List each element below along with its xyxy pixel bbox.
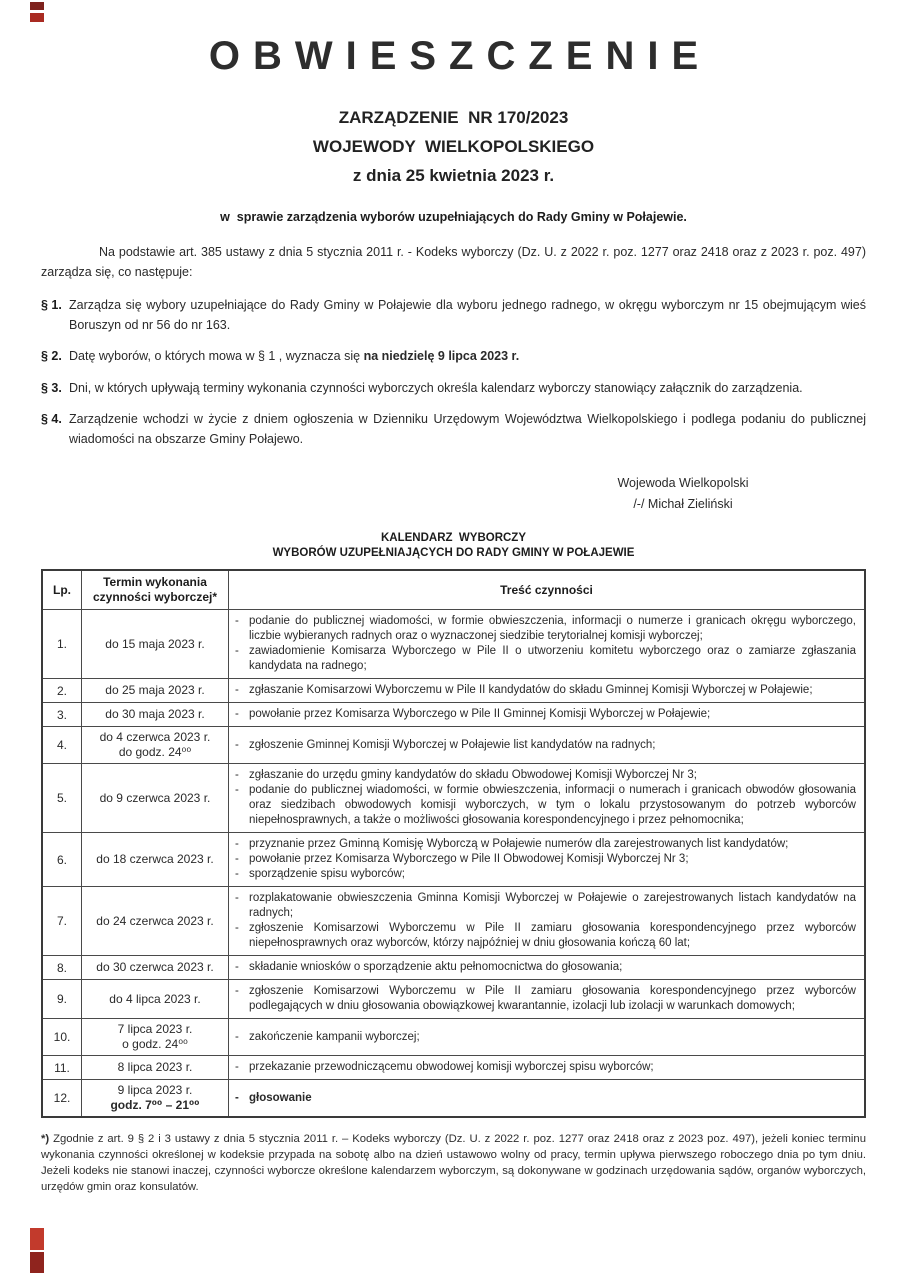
signature-block bbox=[568, 473, 798, 515]
paragraph-text bbox=[69, 379, 866, 399]
deadline-line: do 30 czerwca 2023 r. bbox=[96, 960, 214, 974]
paragraph-text bbox=[69, 347, 866, 367]
cell-deadline bbox=[82, 980, 229, 1019]
activity-text: przekazanie przewodniczącemu obwodowej komisji wyborczej spisu wyborców; bbox=[249, 1061, 654, 1073]
item-dash: - bbox=[235, 645, 239, 657]
calendar-row-9 bbox=[42, 980, 865, 1019]
cell-lp: 1. bbox=[42, 610, 82, 679]
calendar-heading bbox=[41, 531, 866, 561]
footnote bbox=[41, 1131, 866, 1195]
activity-text: zgłoszenie Komisarzowi Wyborczemu w Pile II zamiaru głosowania korespondencyjnego przez wyborców niepełnosprawnych oraz wyborców, którzy najpóźniej w dniu głosowania kończą 60 lat; bbox=[249, 922, 856, 949]
deadline-line: do 4 czerwca 2023 r. bbox=[99, 730, 211, 744]
activity-item bbox=[235, 644, 856, 674]
activity-text: sporządzenie spisu wyborców; bbox=[249, 868, 405, 880]
text-segment: Zarządza się wybory uzupełniające do Rady Gminy w Połajewie dla wyboru jednego radnego, w okręgu wyborczym nr 15 obejmującym wieś Boruszyn od nr 56 do nr 163. bbox=[69, 298, 866, 332]
cell-lp: 10. bbox=[42, 1019, 82, 1056]
activity-item bbox=[235, 837, 856, 852]
document-title: OBWIESZCZENIE bbox=[208, 34, 712, 78]
signature-name: /-/ Michał Zieliński bbox=[633, 497, 733, 511]
text-segment: *) bbox=[41, 1133, 50, 1145]
deadline-line: do 18 czerwca 2023 r. bbox=[96, 852, 214, 866]
ordinance-heading-line-3: z dnia 25 kwietnia 2023 r. bbox=[352, 166, 555, 185]
activity-text: podanie do publicznej wiadomości, w formie obwieszczenia, informacji o numerze i granicach okręgu wyborczego, liczbie wybieranych radnych oraz o wyznaczonej siedzibie terytorialnej komisji wyborczej; bbox=[249, 615, 856, 642]
calendar-row-8 bbox=[42, 956, 865, 980]
cell-deadline bbox=[82, 679, 229, 703]
calendar-row-2 bbox=[42, 679, 865, 703]
subject-line: w sprawie zarządzenia wyborów uzupełniających do Rady Gminy w Połajewie. bbox=[220, 210, 687, 224]
cell-deadline bbox=[82, 956, 229, 980]
deadline-line: 9 lipca 2023 r. bbox=[117, 1083, 193, 1097]
calendar-row-4 bbox=[42, 727, 865, 764]
paragraph-text bbox=[69, 410, 866, 449]
calendar-row-11 bbox=[42, 1056, 865, 1080]
cell-lp: 2. bbox=[42, 679, 82, 703]
calendar-row-12 bbox=[42, 1080, 865, 1118]
cell-lp: 12. bbox=[42, 1080, 82, 1118]
col-header-tresc: Treść czynności bbox=[229, 570, 866, 610]
item-dash: - bbox=[235, 738, 239, 751]
paragraph-3 bbox=[41, 379, 866, 399]
cell-deadline bbox=[82, 727, 229, 764]
activity-text: zgłoszenie Komisarzowi Wyborczemu w Pile II zamiaru głosowania korespondencyjnego przez wyborców podlegających w dniu głosowania obowiązkowej kwarantannie, izolacji lub izolacji w warunkach domowych; bbox=[249, 985, 856, 1012]
activity-text: zakończenie kampanii wyborczej; bbox=[249, 1030, 420, 1043]
cell-activities bbox=[229, 1056, 866, 1080]
cell-deadline bbox=[82, 610, 229, 679]
paragraph-marker: § 4. bbox=[41, 412, 62, 426]
cell-activities bbox=[229, 703, 866, 727]
deadline-line: do godz. 24⁰⁰ bbox=[118, 745, 192, 759]
cell-activities bbox=[229, 764, 866, 833]
cell-activities bbox=[229, 833, 866, 887]
cell-lp: 9. bbox=[42, 980, 82, 1019]
text-segment: Zgodnie z art. 9 § 2 i 3 ustawy z dnia 5 stycznia 2011 r. – Kodeks wyborczy (Dz. U. z 2022 r. poz. 1277 oraz 2418 oraz z 2023 poz. 497), jeżeli koniec terminu wykonania czynności określonej w kodeksie przypada na sobotę albo na dzień ustawowo wolny od pracy, termin upływa pierwszego roboczego dnia po tym dniu. Jeżeli kodeks nie stanowi inaczej, czynności wyborcze określone kalendarzem wyborczym, są dokonywane w godzinach urzędowania sądów, organów wyborczych, urzędów gmin oraz konsulatów. bbox=[41, 1133, 866, 1193]
activity-item bbox=[235, 1091, 856, 1106]
item-dash: - bbox=[235, 708, 239, 720]
scan-artifact-4 bbox=[30, 1252, 44, 1273]
cell-lp: 7. bbox=[42, 887, 82, 956]
cell-lp: 8. bbox=[42, 956, 82, 980]
paragraph-2 bbox=[41, 347, 866, 367]
activity-text: powołanie przez Komisarza Wyborczego w Pile II Obwodowej Komisji Wyborczej Nr 3; bbox=[249, 853, 689, 865]
deadline-line: 7 lipca 2023 r. bbox=[117, 1022, 193, 1036]
paragraph-marker: § 3. bbox=[41, 380, 62, 395]
cell-lp: 5. bbox=[42, 764, 82, 833]
deadline-line: do 15 maja 2023 r. bbox=[105, 636, 205, 651]
activity-item bbox=[235, 614, 856, 644]
activity-text: zgłaszanie Komisarzowi Wyborczemu w Pile II kandydatów do składu Gminnej Komisji Wyborczej w Połajewie; bbox=[249, 684, 813, 696]
ordinance-heading-line-2: WOJEWODY WIELKOPOLSKIEGO bbox=[312, 137, 595, 156]
activity-text: przyznanie przez Gminną Komisję Wyborczą w Połajewie numerów dla zarejestrowanych list kandydatów; bbox=[249, 838, 789, 850]
item-dash: - bbox=[235, 1030, 239, 1043]
item-dash: - bbox=[235, 853, 239, 865]
deadline-line: 8 lipca 2023 r. bbox=[117, 1060, 193, 1074]
cell-activities bbox=[229, 727, 866, 764]
activity-item bbox=[235, 738, 856, 753]
scan-artifact-2 bbox=[30, 13, 44, 22]
election-calendar-body bbox=[42, 570, 865, 1117]
item-dash: - bbox=[235, 615, 239, 627]
deadline-line: o godz. 24⁰⁰ bbox=[122, 1037, 188, 1051]
ordinance-heading-line-1: ZARZĄDZENIE NR 170/2023 bbox=[338, 108, 569, 127]
paragraph-4 bbox=[41, 410, 866, 449]
cell-deadline bbox=[82, 1056, 229, 1080]
item-dash: - bbox=[235, 769, 239, 781]
cell-lp: 11. bbox=[42, 1056, 82, 1080]
text-segment: Zarządzenie wchodzi w życie z dniem ogłoszenia w Dzienniku Urzędowym Województwa Wielkopolskiego i podlega podaniu do publicznej wiadomości na obszarze Gminy Połajewo. bbox=[69, 412, 866, 446]
activity-text: powołanie przez Komisarza Wyborczego w Pile II Gminnej Komisji Wyborczej w Połajewie; bbox=[249, 708, 711, 720]
text-segment: na niedzielę 9 lipca 2023 r. bbox=[363, 349, 520, 363]
cell-deadline bbox=[82, 1080, 229, 1118]
scan-artifact-3 bbox=[30, 1228, 44, 1250]
cell-activities bbox=[229, 956, 866, 980]
cell-lp: 4. bbox=[42, 727, 82, 764]
activity-text: zgłaszanie do urzędu gminy kandydatów do składu Obwodowej Komisji Wyborczej Nr 3; bbox=[249, 769, 697, 781]
scan-artifact-1 bbox=[30, 2, 44, 10]
activity-item bbox=[235, 1060, 856, 1075]
calendar-row-3 bbox=[42, 703, 865, 727]
deadline-line: do 9 czerwca 2023 r. bbox=[99, 790, 211, 805]
cell-activities bbox=[229, 679, 866, 703]
calendar-heading-line1: KALENDARZ WYBORCZY bbox=[380, 532, 527, 544]
paragraph-marker: § 1. bbox=[41, 298, 62, 312]
col-header-termin: Termin wykonania czynności wyborczej* bbox=[82, 570, 229, 610]
text-segment: Dni, w których upływają terminy wykonania czynności wyborczych określa kalendarz wyborczy stanowiący załącznik do zarządzenia. bbox=[69, 380, 803, 395]
activity-item bbox=[235, 960, 856, 975]
item-dash: - bbox=[235, 985, 239, 997]
paragraph-marker: § 2. bbox=[41, 349, 62, 363]
cell-lp: 6. bbox=[42, 833, 82, 887]
activity-item bbox=[235, 852, 856, 867]
calendar-row-1 bbox=[42, 610, 865, 679]
item-dash: - bbox=[235, 1091, 239, 1104]
cell-deadline bbox=[82, 764, 229, 833]
cell-activities bbox=[229, 1019, 866, 1056]
calendar-row-5 bbox=[42, 764, 865, 833]
ordinance-paragraphs bbox=[41, 296, 866, 449]
item-dash: - bbox=[235, 684, 239, 696]
item-dash: - bbox=[235, 922, 239, 934]
deadline-line: godz. 7⁰⁰ – 21⁰⁰ bbox=[110, 1098, 200, 1112]
activity-item bbox=[235, 707, 856, 722]
deadline-line: do 30 maja 2023 r. bbox=[105, 707, 205, 721]
cell-deadline bbox=[82, 833, 229, 887]
activity-item bbox=[235, 984, 856, 1014]
cell-activities bbox=[229, 980, 866, 1019]
ordinance-heading bbox=[41, 103, 866, 190]
item-dash: - bbox=[235, 892, 239, 904]
cell-activities bbox=[229, 610, 866, 679]
activity-item bbox=[235, 783, 856, 828]
text-segment: Datę wyborów, o których mowa w § 1 , wyznacza się bbox=[69, 349, 364, 363]
activity-text: podanie do publicznej wiadomości, w formie obwieszczenia, informacji o numerach i granicach obwodów głosowania oraz siedzibach obwodowych komisji wyborczych, w tym o lokalu przystosowanym do potrzeb wyborców niepełnosprawnych, a także o możliwości głosowania korespondencyjnego i przez pełnomocnika; bbox=[249, 784, 856, 826]
cell-lp: 3. bbox=[42, 703, 82, 727]
cell-deadline bbox=[82, 703, 229, 727]
calendar-row-7 bbox=[42, 887, 865, 956]
deadline-line: do 4 lipca 2023 r. bbox=[109, 991, 201, 1006]
cell-activities bbox=[229, 887, 866, 956]
legal-basis-paragraph: Na podstawie art. 385 ustawy z dnia 5 stycznia 2011 r. - Kodeks wyborczy (Dz. U. z 2022 r. poz. 1277 oraz 2418 oraz z 2023 r. poz. 497) zarządza się, co następuje: bbox=[41, 245, 866, 279]
item-dash: - bbox=[235, 961, 239, 973]
deadline-line: do 24 czerwca 2023 r. bbox=[96, 913, 214, 928]
calendar-heading-line2: WYBORÓW UZUPEŁNIAJĄCYCH DO RADY GMINY W POŁAJEWIE bbox=[272, 547, 635, 559]
calendar-row-6 bbox=[42, 833, 865, 887]
activity-item bbox=[235, 921, 856, 951]
calendar-header-row bbox=[42, 570, 865, 610]
item-dash: - bbox=[235, 838, 239, 850]
activity-item bbox=[235, 683, 856, 698]
item-dash: - bbox=[235, 1061, 239, 1073]
activity-text: składanie wniosków o sporządzenie aktu pełnomocnictwa do głosowania; bbox=[249, 961, 623, 973]
activity-text: zgłoszenie Gminnej Komisji Wyborczej w Połajewie list kandydatów na radnych; bbox=[249, 738, 656, 751]
item-dash: - bbox=[235, 868, 239, 880]
cell-activities bbox=[229, 1080, 866, 1118]
deadline-line: do 25 maja 2023 r. bbox=[105, 683, 205, 697]
paragraph-1 bbox=[41, 296, 866, 335]
paragraph-text bbox=[69, 296, 866, 335]
election-calendar-table bbox=[41, 569, 866, 1118]
activity-item bbox=[235, 768, 856, 783]
activity-text: głosowanie bbox=[249, 1091, 312, 1104]
activity-item bbox=[235, 891, 856, 921]
activity-text: rozplakatowanie obwieszczenia Gminna Komisji Wyborczej w Połajewie o zarejestrowanych listach kandydatów na radnych; bbox=[249, 892, 856, 919]
calendar-row-10 bbox=[42, 1019, 865, 1056]
col-header-lp: Lp. bbox=[42, 570, 82, 610]
cell-deadline bbox=[82, 887, 229, 956]
item-dash: - bbox=[235, 784, 239, 796]
activity-item bbox=[235, 1030, 856, 1045]
cell-deadline bbox=[82, 1019, 229, 1056]
activity-text: zawiadomienie Komisarza Wyborczego w Pile II o utworzeniu komitetu wyborczego oraz o zamiarze zgłaszania kandydata na radnego; bbox=[249, 645, 856, 672]
signature-title: Wojewoda Wielkopolski bbox=[617, 476, 749, 490]
activity-item bbox=[235, 867, 856, 882]
